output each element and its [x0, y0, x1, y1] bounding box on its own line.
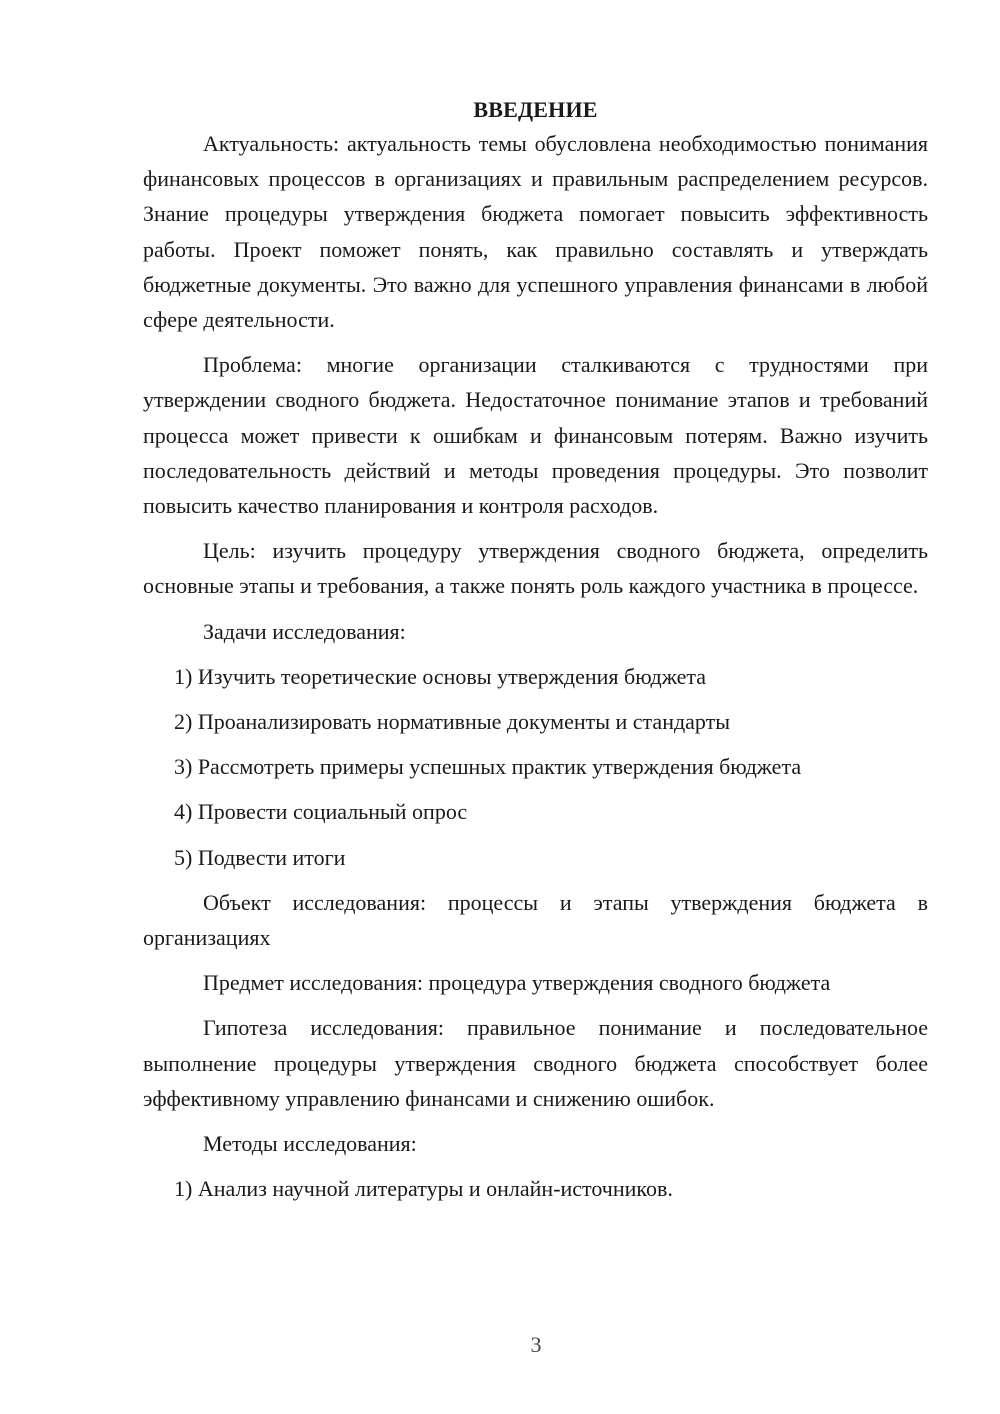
goal-paragraph: Цель: изучить процедуру утверждения сводного бюджета, определить основные этапы и требования, а также понять роль каждого участника в процессе. — [143, 538, 928, 599]
list-item: 1) Изучить теоретические основы утверждения бюджета — [174, 663, 707, 689]
hypothesis-paragraph: Гипотеза исследования: правильное понимание и последовательное выполнение процедуры утверждения сводного бюджета способствует более эффективному управлению финансами и снижению ошибок. — [143, 1015, 928, 1111]
list-item: 1) Анализ научной литературы и онлайн-источников. — [174, 1176, 673, 1202]
list-item: 5) Подвести итоги — [174, 844, 346, 870]
tasks-title: Задачи исследования: — [203, 618, 406, 644]
tasks-list — [143, 659, 928, 875]
list-item: 2) Проанализировать нормативные документы и стандарты — [174, 709, 731, 735]
methods-title: Методы исследования: — [203, 1131, 417, 1157]
problem-paragraph: Проблема: многие организации сталкиваются с трудностями при утверждении сводного бюджета. Недостаточное понимание этапов и требований процесса может привести к ошибкам и финансовым потерям. Важно изучить последовательность действий и методы проведения процедуры. Это позволит повысить качество планирования и контроля расходов. — [143, 352, 928, 519]
document-page — [143, 92, 928, 1216]
subject-paragraph: Предмет исследования: процедура утверждения сводного бюджета — [203, 970, 831, 996]
list-item: 3) Рассмотреть примеры успешных практик утверждения бюджета — [174, 754, 802, 780]
section-heading: ВВЕДЕНИЕ — [473, 97, 598, 122]
object-paragraph: Объект исследования: процессы и этапы утверждения бюджета в организациях — [143, 889, 928, 951]
list-item: 4) Провести социальный опрос — [174, 799, 468, 825]
page-number: 3 — [530, 1332, 542, 1357]
methods-list — [143, 1171, 928, 1206]
relevance-paragraph: Актуальность: актуальность темы обусловлена необходимостью понимания финансовых процессов в организациях и правильным распределением ресурсов. Знание процедуры утверждения бюджета помогает повысить эффективность работы. Проект поможет понять, как правильно составлять и утверждать бюджетные документы. Это важно для успешного управления финансами в любой сфере деятельности. — [143, 131, 928, 333]
